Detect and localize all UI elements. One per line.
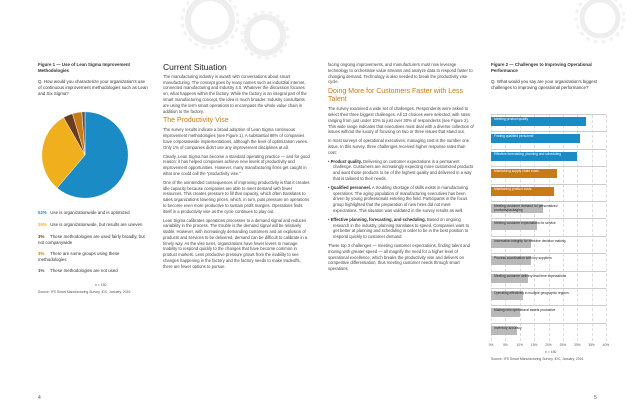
row-divider bbox=[491, 149, 606, 150]
x-tick-label: 25% bbox=[559, 343, 567, 347]
x-tick-label: 35% bbox=[588, 343, 595, 347]
row-divider bbox=[491, 218, 606, 219]
legend-percent: 3% bbox=[38, 234, 45, 239]
legend-label: There are some groups using these methodologies bbox=[38, 251, 120, 262]
paragraph: Lean Sigma calibrates operations processes to a demand signal and reduces variability in the process. The trouble is the demand signal will be relatively stable. However, with increasingly demanding customers and an explosion of products and services to be delivered, demand can be difficult to calibrate in a timely way. As the vise turns, organizations have fewer levers to manage. Inability to respond quickly to the changes that have become common in product markets. Less productive pressure grows from the inability to see changes happening in the factory and the factory needs to make tradeoffs, there are fewer options to pursue. bbox=[163, 217, 308, 269]
bar-row bbox=[491, 169, 606, 179]
figure-2-source: Source: IFS Smart Manufacturing Survey, IDC, January, 2016 bbox=[491, 357, 584, 361]
row-divider bbox=[491, 305, 606, 306]
paragraph: One of the unintended consequences of improving productivity is that it creates idle capacity because companies are able to meet demand with fewer resources. This creates pressure to fill that capacity, which often translates to sales organizations lowering prices, which, in turn, puts pressure on operations to become even more productive to sustain profit margins. Operations finds itself in a productivity vise as the cycle continues to play out. bbox=[163, 179, 310, 214]
paragraph: facing ongoing improvements, and manufacturers must now leverage technology to orchestrate value streams and analyze data to respond faster to changing demand. Technology is also needed to break the productivity vise cycle. bbox=[328, 62, 473, 85]
bar-row bbox=[491, 152, 606, 162]
row-divider bbox=[491, 201, 606, 202]
row-divider bbox=[491, 236, 606, 237]
bar-row bbox=[491, 326, 606, 336]
section-heading-current-situation: Current Situation bbox=[163, 62, 227, 72]
bar-label: Meeting customer demand for personalized products/packaging bbox=[494, 204, 558, 212]
legend-percent: 26% bbox=[38, 222, 47, 227]
legend-item bbox=[38, 234, 148, 245]
bar-label: Meeting product quality bbox=[494, 117, 529, 121]
x-tick-label: 40% bbox=[602, 343, 610, 347]
legend-item bbox=[38, 251, 148, 262]
bullet-title: Effective planning, forecasting, and scheduling. bbox=[330, 216, 426, 222]
figure-2-question: Q. What would you say are your organization's biggest challenges to improving operational performance? bbox=[491, 79, 598, 90]
paragraph: In most surveys of operational executives, managing cost is the number one issue. In this survey, three challenges received higher response rates than cost: bbox=[328, 138, 470, 155]
column-1 bbox=[163, 62, 311, 273]
bar-label: Meeting customer delivery lead time expectations bbox=[494, 273, 567, 278]
bar-label: Operating effectively in multiple geographic regions bbox=[494, 291, 569, 295]
legend-item bbox=[38, 210, 148, 216]
legend-label: These methodologies are not used bbox=[49, 268, 118, 273]
bar-label: Making new operational assets productive bbox=[494, 308, 556, 313]
section-heading-doing-more: Doing More for Customers Faster with Less Talent bbox=[328, 88, 463, 104]
bullet-text: A troubling shortage of skills exists in manufacturing operations. The aging population of manufacturing executives has been driven by young professionals entering the field. Participants in the focus group highlighted that the preparation of new hires did not meet expectations. This situation was validated in the survey results as well. bbox=[333, 184, 468, 214]
gear-decoration-icon bbox=[560, 0, 638, 60]
bar-row bbox=[491, 117, 606, 127]
bar-row bbox=[491, 204, 606, 214]
bar-row bbox=[491, 187, 606, 197]
x-tick-label: 10% bbox=[516, 343, 523, 347]
bullet-item: • Effective planning, forecasting, and scheduling. Based on ongoing research in the industry, planning translates to speed. Companies want to get better at planning and scheduling in order to be in the best position to respond quickly to customer demand. bbox=[328, 216, 470, 240]
page-number-left: 4 bbox=[38, 395, 41, 401]
row-divider bbox=[491, 184, 606, 185]
bullet-title: Product quality. bbox=[330, 158, 362, 164]
figure-2-title: Figure 2 — Challenges to Improving Operational Performance bbox=[491, 62, 592, 73]
bullet-title: Qualified personnel. bbox=[330, 184, 371, 190]
legend-item bbox=[38, 222, 148, 228]
x-tick-label: 20% bbox=[545, 343, 552, 347]
x-tick-label: 15% bbox=[530, 343, 538, 347]
legend-label: Use is organizationwide, but results are uneven bbox=[49, 222, 143, 227]
row-divider bbox=[491, 131, 606, 132]
gear-decoration-icon bbox=[170, 0, 290, 70]
bar-row bbox=[491, 221, 606, 231]
legend-percent: 3% bbox=[38, 251, 45, 256]
bar-label: Meeting customer expectations for service bbox=[494, 221, 556, 226]
row-divider bbox=[491, 166, 606, 167]
paragraph: The survey examined a wide set of challenges. Respondents were asked to select their three biggest challenges. All 13 choices were selected, with rates ranging from just under 10% to just over 30% of respondents (see Figure 2). This wide range indicates that executives must deal with a diverse collection of issues without the luxury of focusing on two or three issues that stand out. bbox=[328, 106, 474, 135]
bar-label: Maintaining product costs bbox=[494, 186, 532, 191]
legend-percent: 52% bbox=[38, 210, 47, 215]
figure-1-source: Source: IFS Smart Manufacturing Survey, IDC, January, 2016 bbox=[38, 290, 131, 294]
row-divider bbox=[491, 114, 606, 115]
section-heading-productivity-vise: The Productivity Vise bbox=[163, 117, 229, 125]
page-number-right: 5 bbox=[594, 395, 597, 401]
bar-label: Information integrity for effective decision making bbox=[494, 238, 566, 243]
bar-row bbox=[491, 256, 606, 266]
row-divider bbox=[491, 271, 606, 272]
legend-label: These methodologies are used fairly broadly, but not companywide bbox=[38, 234, 145, 245]
bar-row bbox=[491, 274, 606, 284]
bar-label: Process coordination with key suppliers bbox=[494, 256, 552, 261]
figure-2-n: n = 150 bbox=[545, 350, 557, 354]
x-tick-label: 0% bbox=[488, 343, 494, 347]
x-tick-label: 5% bbox=[503, 343, 508, 347]
x-tick-label: 30% bbox=[574, 343, 581, 347]
bullet-item: • Qualified personnel. A troubling shortage of skills exists in manufacturing operations. The aging population of manufacturing executives has been driven by young professionals entering the field. Participants in the focus group highlighted that the preparation of new hires did not meet expectations. This situation was validated in the survey results as well. bbox=[328, 184, 468, 214]
paragraph: Clearly, Lean Sigma has become a standard operating practice — and for good reason: it has helped companies achieve new levels of productivity and improvement opportunities. However, many manufacturing firms get caught in what one could call the "productivity vise." bbox=[163, 153, 310, 176]
figure-1-n: n = 150 bbox=[95, 283, 107, 287]
gridline bbox=[606, 115, 607, 341]
paragraph: The survey results indicate a broad adoption of Lean Sigma continuous improvement methodologies (see Figure 1). A substantial 88% of companies have corporatewide implementations, although the level of optimization varies. Only 1% of companies didn't use any improvement disciplines at all. bbox=[163, 127, 309, 150]
bar-label: Finding qualified personnel bbox=[494, 134, 534, 139]
bullet-item: • Product quality. Delivering on customer expectations is a permanent challenge. Customers are increasingly expecting more customized products and want those products to be of the highest quality and delivered in a way that is tailored to their needs. bbox=[328, 158, 474, 182]
column-2 bbox=[328, 62, 474, 275]
legend-label: Use is organizationwide and is optimized bbox=[49, 210, 130, 215]
row-divider bbox=[491, 253, 606, 254]
bar-label: Maintaining supply chain costs bbox=[494, 169, 539, 174]
legend-percent: 1% bbox=[38, 268, 45, 273]
bar-row bbox=[491, 239, 606, 249]
bullet-text: Delivering on customer expectations is a permanent challenge. Customers are increasingly expecting more customized products and want those products to be of the highest quality and delivered in a way that is tailored to their needs. bbox=[333, 158, 474, 182]
legend-item bbox=[38, 268, 148, 274]
pie-chart bbox=[40, 110, 130, 200]
bar-row bbox=[491, 134, 606, 144]
paragraph: These top 3 challenges — meeting customer expectations, finding talent and moving with greater speed — all magnify the need for a higher level of operational excellence, which breaks the productivity vise and delivers on competitive differentiation, thus meeting customer needs through smart operations. bbox=[328, 243, 470, 272]
row-divider bbox=[491, 288, 606, 289]
bar-label: Inventory accuracy bbox=[494, 325, 522, 330]
bar-row bbox=[491, 308, 606, 318]
figure-1-title: Figure 1 — Use of Lean Sigma Improvement Methodologies bbox=[38, 62, 130, 73]
bullet-text: Based on ongoing research in the industry, planning translates to speed. Companies want to get better at planning and scheduling in order to be in the best position to respond quickly to customer demand. bbox=[333, 216, 470, 240]
bar-row bbox=[491, 291, 606, 301]
row-divider bbox=[491, 323, 606, 324]
figure-1-question: Q. How would you characterize your organization's use of continuous improvement methodologies such as Lean and Six Sigma? bbox=[38, 79, 148, 96]
bar-label: Effective forecasting, planning and scheduling bbox=[494, 151, 562, 156]
paragraph: The manufacturing industry is awash with conversations about smart manufacturing. The concept goes by many names such as industrial internet, connected manufacturing and Industry 4.0. Whatever the discussion focuses on, what happens within the factory. While the factory is an integral part of the smart manufacturing concept, the idea is much broader. Industry consultants are using the term smart operations to encompass the whole value chain in addition to the factory. bbox=[163, 73, 307, 114]
